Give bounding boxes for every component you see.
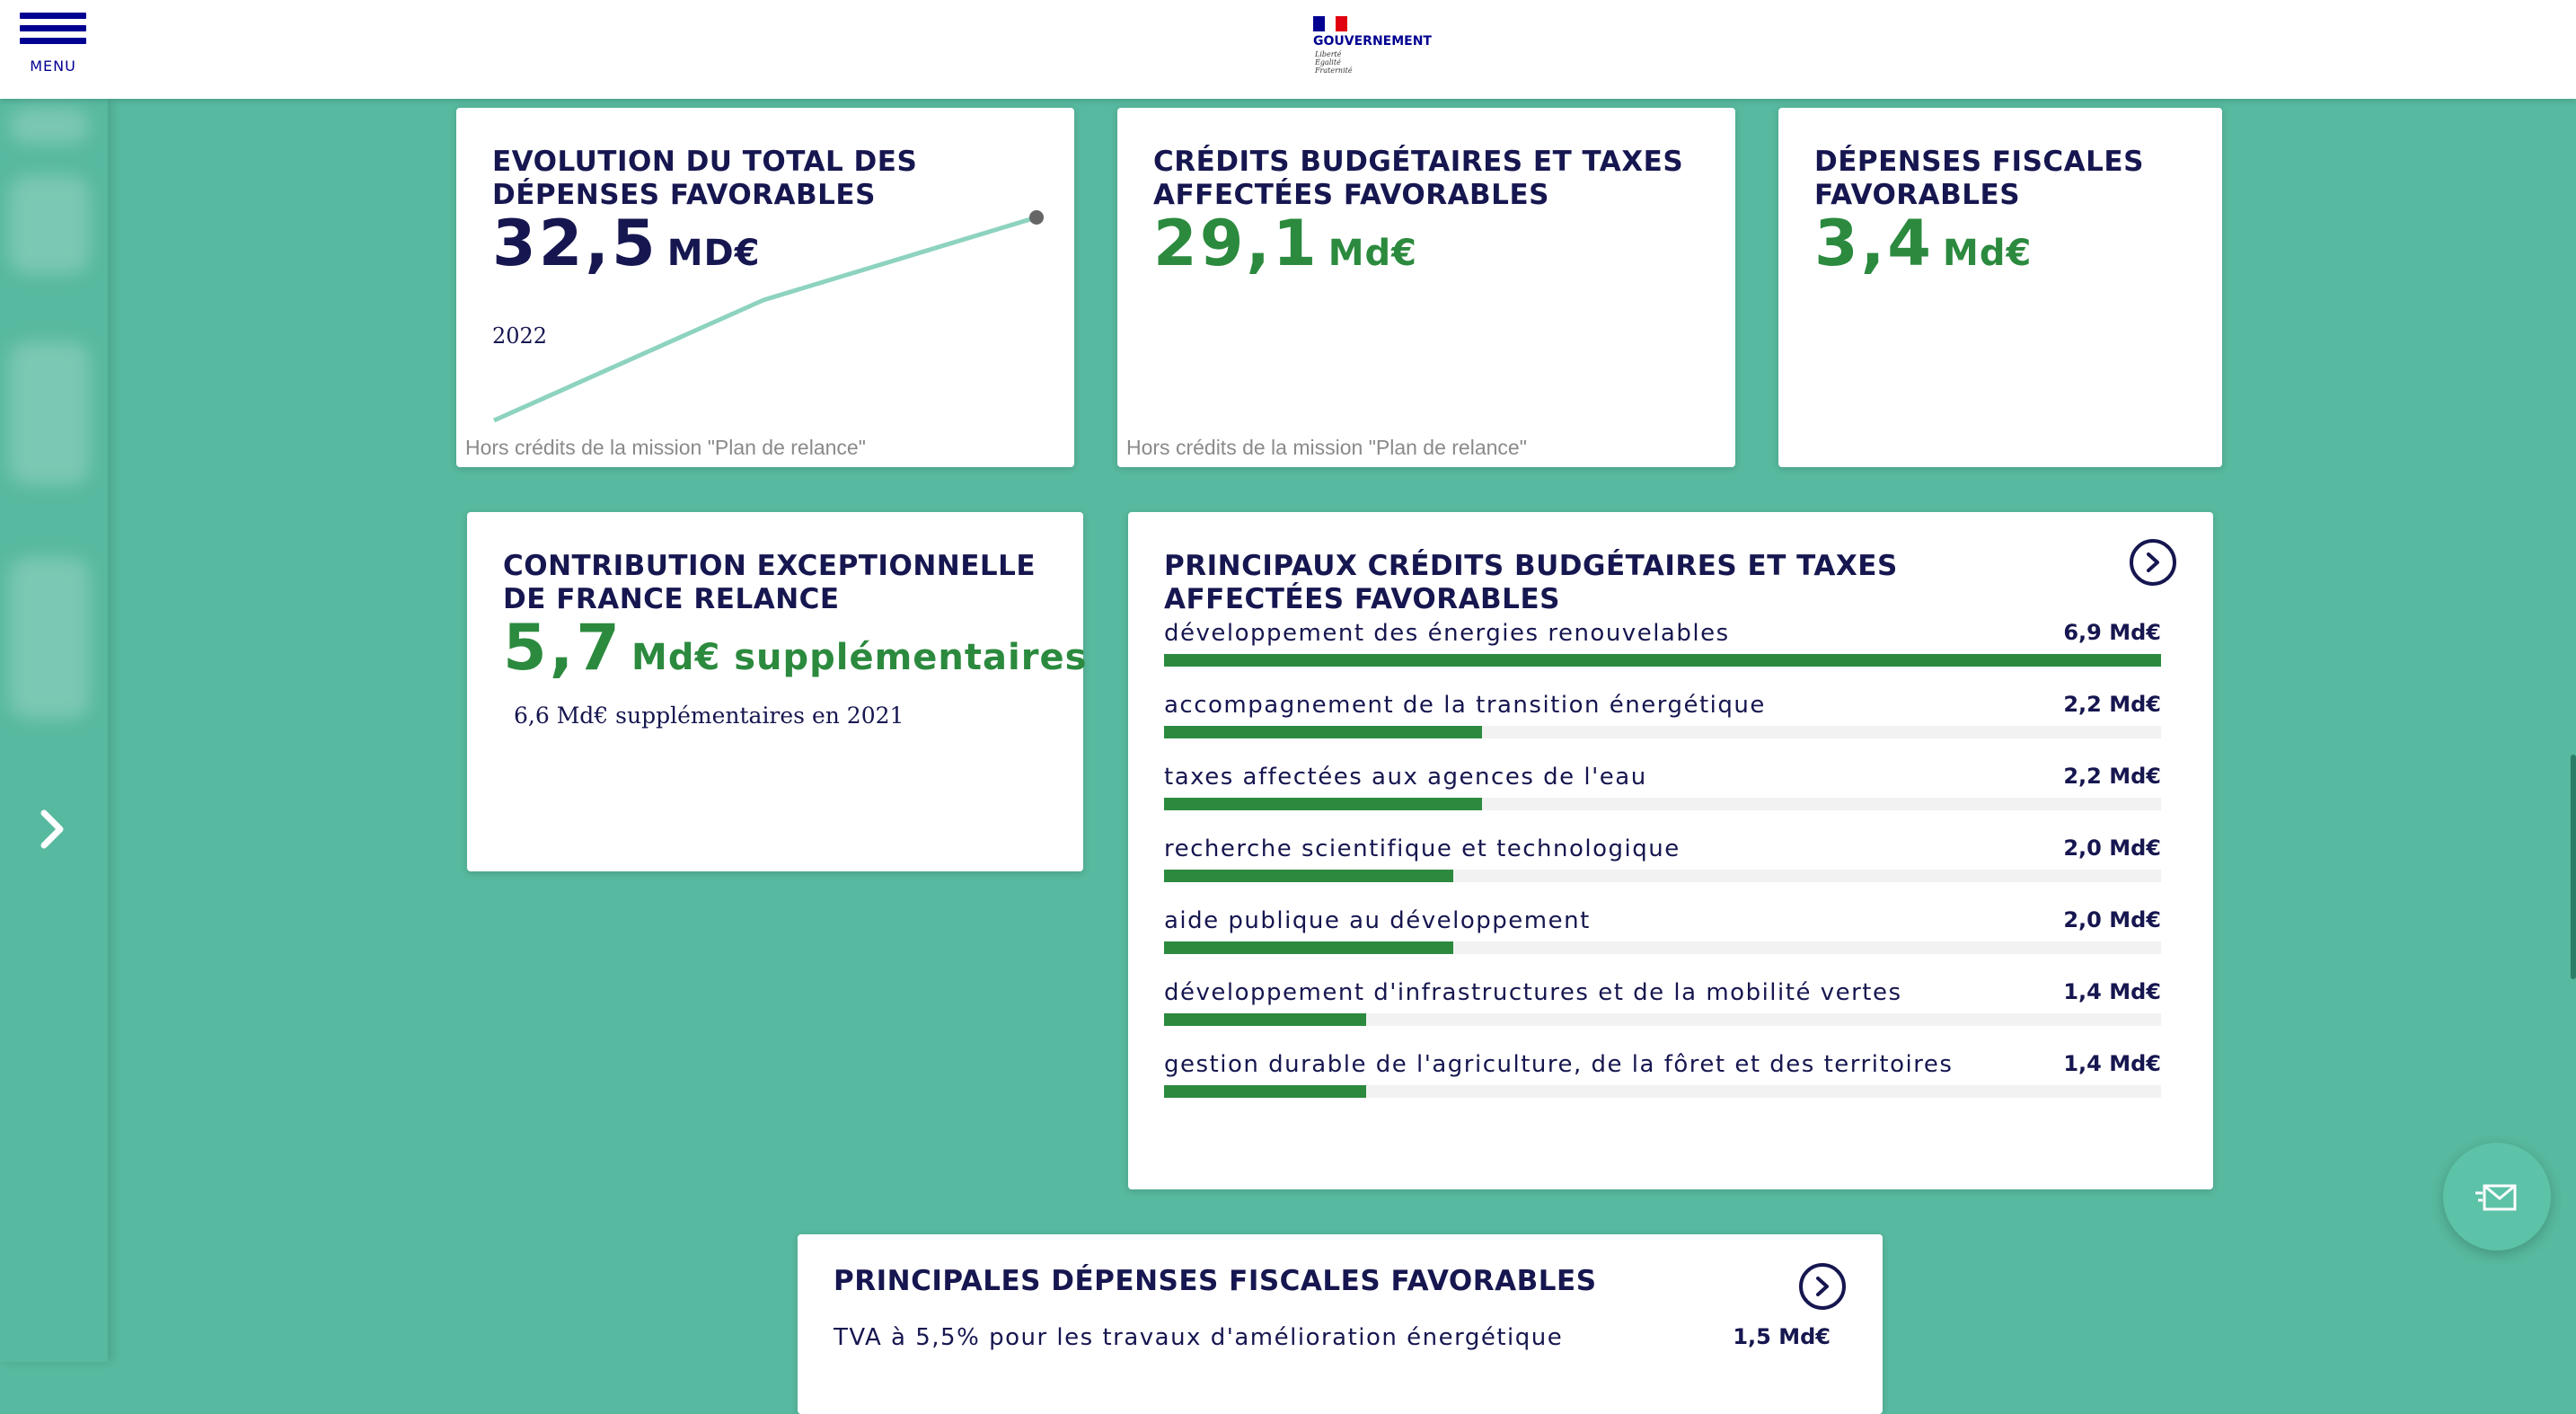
relance-2021-note: 6,6 Md€ supplémentaires en 2021: [514, 703, 904, 729]
year-label: 2022: [492, 323, 548, 349]
fiscales-detail-button[interactable]: [1799, 1263, 1846, 1310]
card-france-relance: [467, 512, 1088, 871]
contact-button[interactable]: [2443, 1143, 2551, 1251]
credit-label: accompagnement de la transition énergétique: [1164, 692, 1766, 719]
scrollbar-thumb[interactable]: [2571, 755, 2576, 979]
top-bar: [0, 0, 2576, 99]
card-credits-budgetaires: [1117, 108, 1735, 467]
credit-bar-track: [1164, 654, 2161, 667]
evolution-last-point: [1029, 210, 1044, 225]
credit-label: taxes affectées aux agences de l'eau: [1164, 764, 1647, 791]
card-evolution-total: [456, 108, 1074, 467]
card-depenses-fiscales: [1778, 108, 2222, 467]
credit-bar: [1164, 870, 1453, 882]
card-title: PRINCIPAUX CRÉDITS BUDGÉTAIRES ET TAXES AFFECTÉES FAVORABLES: [1164, 550, 1898, 615]
sidebar: [0, 99, 108, 1362]
card-title: CONTRIBUTION EXCEPTIONNELLE DE FRANCE RELANCE: [503, 550, 1037, 615]
credit-label: gestion durable de l'agriculture, de la fôret et des territoires: [1164, 1051, 1954, 1078]
credit-label: développement des énergies renouvelables: [1164, 620, 1730, 647]
french-flag-icon: [1313, 16, 1347, 31]
credit-value: 2,0 Md€: [2063, 835, 2161, 861]
card-note: Hors crédits de la mission "Plan de relance": [1126, 436, 1527, 459]
menu-label: MENU: [30, 57, 76, 75]
list-item: [834, 1324, 1831, 1396]
logo-text: GOUVERNEMENT: [1313, 34, 1432, 49]
credit-row: [1164, 764, 2161, 835]
card-title: DÉPENSES FISCALES FAVORABLES: [1814, 146, 2144, 211]
credit-bar: [1164, 1085, 1366, 1098]
credit-row: [1164, 692, 2161, 764]
credit-bar: [1164, 798, 1482, 810]
card-title: PRINCIPALES DÉPENSES FISCALES FAVORABLES: [834, 1265, 1597, 1297]
credits-value: 29,1 Md€: [1153, 207, 1417, 280]
fiscales-value: 3,4 Md€: [1814, 207, 2033, 280]
principaux-detail-button[interactable]: [2130, 539, 2176, 586]
menu-button[interactable]: [20, 13, 86, 75]
credit-row: [1164, 907, 2161, 979]
card-principales-depenses-fiscales: [798, 1234, 1883, 1414]
credit-value: 6,9 Md€: [2063, 620, 2161, 645]
blurred-sidebar-item: [9, 341, 90, 485]
chevron-right-icon: [39, 809, 66, 849]
card-title: CRÉDITS BUDGÉTAIRES ET TAXES AFFECTÉES FAVORABLES: [1153, 146, 1684, 211]
blurred-sidebar-item: [9, 557, 90, 719]
relance-value: 5,7 Md€ supplémentaires: [503, 611, 1088, 685]
chevron-right-circle-icon: [2144, 552, 2162, 573]
credit-row: [1164, 620, 2161, 692]
credit-label: aide publique au développement: [1164, 907, 1591, 934]
credit-value: 2,0 Md€: [2063, 907, 2161, 932]
credit-row: [1164, 979, 2161, 1051]
sidebar-toggle-button[interactable]: [32, 805, 72, 853]
credit-value: 2,2 Md€: [2063, 692, 2161, 717]
credit-label: développement d'infrastructures et de la mobilité vertes: [1164, 979, 1902, 1006]
credit-bar-track: [1164, 870, 2161, 882]
credit-value: 2,2 Md€: [2063, 764, 2161, 789]
logo-motto: Liberté Égalité Fraternité: [1315, 50, 1353, 75]
credit-bar: [1164, 1013, 1366, 1026]
card-note: Hors crédits de la mission "Plan de relance": [465, 436, 866, 459]
mail-send-icon: [2475, 1179, 2519, 1215]
credit-bar: [1164, 654, 2161, 667]
credit-bar-track: [1164, 726, 2161, 738]
item-label: TVA à 5,5% pour les travaux d'amélioration énergétique: [834, 1324, 1564, 1351]
credit-label: recherche scientifique et technologique: [1164, 835, 1681, 862]
evolution-line-chart: [456, 108, 1074, 467]
item-value: 1,5 Md€: [1733, 1324, 1831, 1349]
credit-row: [1164, 835, 2161, 907]
hamburger-icon-line: [20, 25, 86, 31]
credit-bar-track: [1164, 1085, 2161, 1098]
hamburger-icon-line: [20, 38, 86, 44]
credit-bar-track: [1164, 798, 2161, 810]
chevron-right-circle-icon: [1813, 1276, 1831, 1297]
total-value: 32,5 MD€: [492, 207, 761, 280]
hamburger-icon: [20, 13, 86, 19]
blurred-sidebar-item: [9, 108, 90, 144]
credit-bar-track: [1164, 1013, 2161, 1026]
credit-row: [1164, 1051, 2161, 1123]
card-principaux-credits: [1128, 512, 2213, 1189]
credit-bar: [1164, 726, 1482, 738]
credit-bar-track: [1164, 941, 2161, 954]
blurred-sidebar-item: [9, 175, 90, 274]
credit-bar: [1164, 941, 1453, 954]
government-logo[interactable]: [1311, 14, 1432, 75]
credit-value: 1,4 Md€: [2063, 1051, 2161, 1076]
card-title: EVOLUTION DU TOTAL DES DÉPENSES FAVORABLES: [492, 146, 918, 211]
credit-value: 1,4 Md€: [2063, 979, 2161, 1004]
